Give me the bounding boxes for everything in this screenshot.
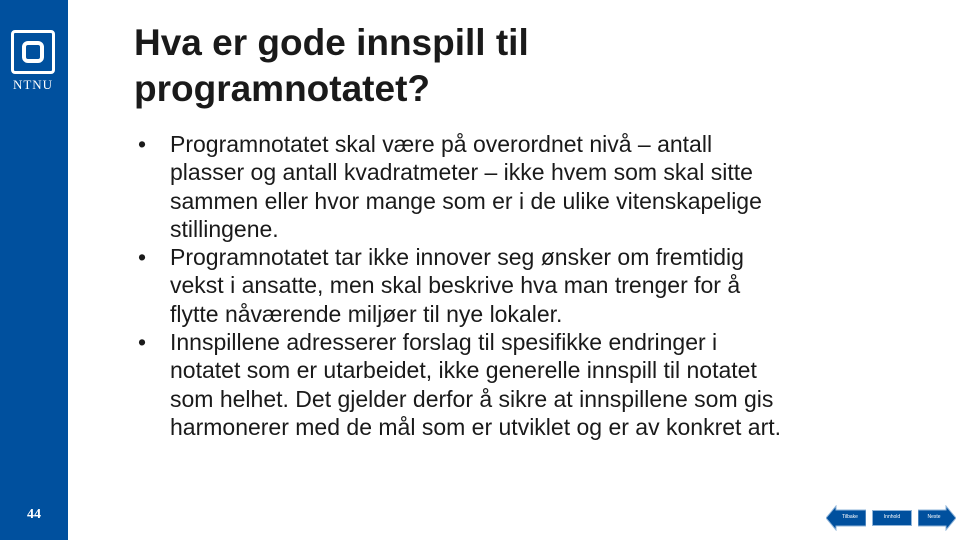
- slide-title: [134, 20, 834, 112]
- bullet-line: sammen eller hvor mange som er i de ulike vitenskapelige: [170, 187, 762, 214]
- ntnu-logo-icon: [11, 30, 55, 74]
- bullet-line: Programnotatet skal være på overordnet nivå – antall: [170, 131, 713, 157]
- home-button[interactable]: [872, 505, 912, 531]
- prev-label: Tilbake: [842, 514, 858, 520]
- bullet-line: som helhet. Det gjelder derfor å sikre at innspillene som gis: [170, 385, 774, 412]
- home-label: Innhold: [883, 514, 901, 520]
- bullet-line: stillingene.: [170, 215, 279, 242]
- bullet-line: flytte nåværende miljøer til nye lokaler.: [170, 300, 563, 327]
- prev-button[interactable]: [826, 505, 866, 531]
- bullet-line: Programnotatet tar ikke innover seg ønsker om fremtidig: [170, 244, 744, 271]
- bullet-line: plasser og antall kvadratmeter – ikke hvem som skal sitte: [170, 159, 753, 186]
- bullet-line: harmonerer med de mål som er utviklet og er av konkret art.: [170, 413, 782, 440]
- page-number: 44: [27, 507, 41, 522]
- logo-text: NTNU: [12, 77, 54, 92]
- next-label: Neste: [927, 514, 941, 520]
- slide-title-line: Hva er gode innspill til: [134, 22, 529, 63]
- bullet-dot: •: [138, 244, 147, 271]
- list-item: [138, 243, 918, 328]
- bullet-line: Innspillene adresserer forslag til spesifikke endringer i: [170, 329, 718, 356]
- list-item: [138, 130, 918, 243]
- bullet-dot: •: [138, 131, 147, 157]
- bullet-dot: •: [138, 329, 147, 356]
- list-item: [138, 328, 918, 441]
- sidebar: [0, 0, 68, 540]
- slide-title-line: programnotatet?: [134, 68, 430, 109]
- bullet-line: notatet som er utarbeidet, ikke generelle innspill til notatet: [170, 357, 757, 384]
- bullet-list: [138, 130, 918, 441]
- next-button[interactable]: [918, 505, 956, 531]
- bullet-line: vekst i ansatte, men skal beskrive hva man trenger for å: [170, 272, 741, 299]
